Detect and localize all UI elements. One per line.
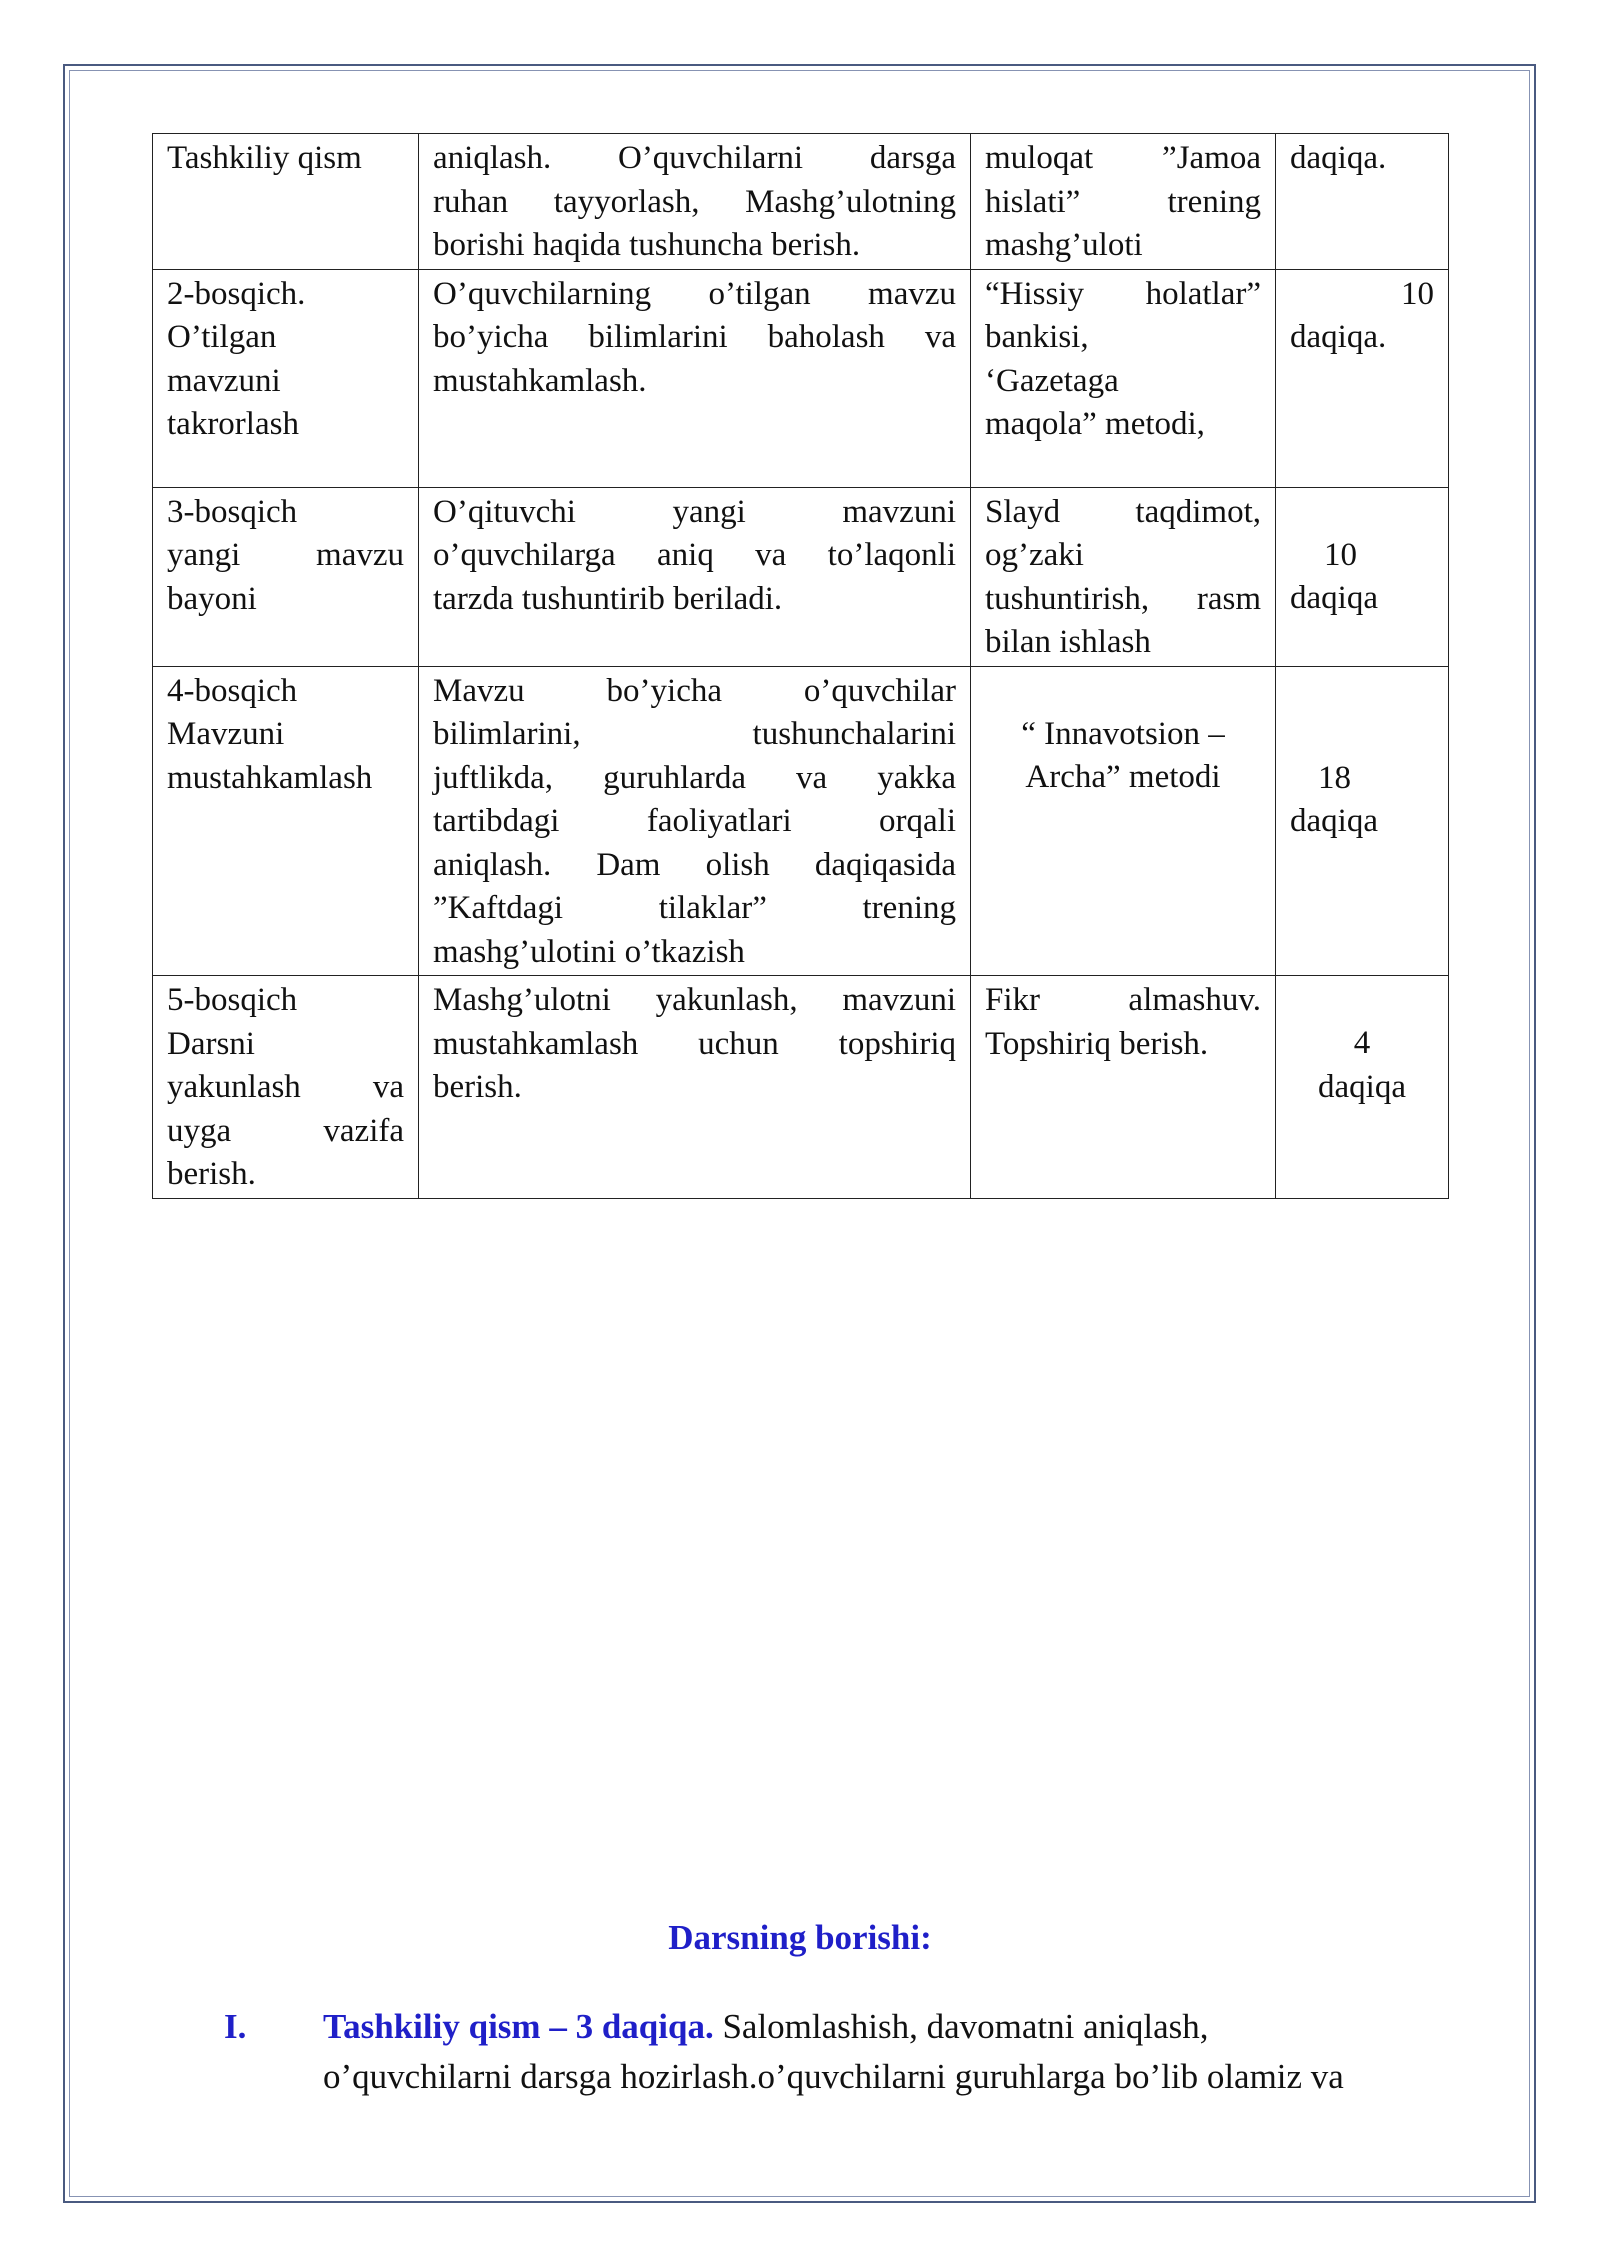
cell-text: borishi haqida tushuncha berish. <box>433 227 861 263</box>
cell-text: maqola” metodi, <box>985 406 1205 442</box>
cell-text: yangi mavzu <box>167 537 404 573</box>
time-cell <box>1276 666 1449 976</box>
method-cell <box>971 269 1276 487</box>
cell-text: 18 <box>1318 759 1351 796</box>
cell-text: Mashg’ulotni yakunlash, mavzuni <box>433 982 956 1018</box>
list-item-line <box>323 2002 1473 2052</box>
cell-text: daqiqa <box>1290 803 1378 839</box>
cell-text: yakunlash va <box>167 1069 404 1105</box>
cell-text: Mavzu bo’yicha o’quvchilar <box>433 672 956 709</box>
cell-text: mustahkamlash uchun topshiriq <box>433 1025 956 1062</box>
cell-text: juftlikda, guruhlarda va yakka <box>433 759 956 796</box>
table-row <box>153 134 1449 270</box>
stage-cell <box>153 666 419 976</box>
cell-text: muloqat ”Jamoa <box>985 140 1261 176</box>
time-cell <box>1276 487 1449 666</box>
list-item-text: Salomlashish, davomatni aniqlash, <box>713 2007 1209 2046</box>
cell-text: berish. <box>433 1069 522 1105</box>
method-cell <box>971 487 1276 666</box>
list-item-line: o’quvchilarni darsga hozirlash.o’quvchilarni guruhlarga bo’lib olamiz va <box>323 2057 1344 2096</box>
cell-text: bilimlarini, tushunchalarini <box>433 716 956 752</box>
cell-text: daqiqa <box>1290 580 1378 616</box>
cell-text: 5-bosqich <box>167 982 298 1018</box>
cell-text: bayoni <box>167 580 257 617</box>
cell-text: bankisi, <box>985 319 1089 355</box>
cell-text: mashg’ulotini o’tkazish <box>433 933 745 970</box>
cell-text: O’quvchilarning o’tilgan mavzu <box>433 275 956 312</box>
stage-cell <box>153 134 419 270</box>
method-cell <box>971 976 1276 1199</box>
cell-text: daqiqa <box>1318 1068 1406 1105</box>
content-cell <box>419 487 971 666</box>
cell-text: bilan ishlash <box>985 624 1151 660</box>
list-item-heading: Tashkiliy qism – 3 daqiqa. <box>323 2007 714 2046</box>
cell-text: “Hissiy holatlar” <box>985 275 1261 312</box>
cell-text: Mavzuni <box>167 716 285 752</box>
lesson-plan-table <box>152 133 1449 1199</box>
cell-text: 3-bosqich <box>167 493 298 530</box>
cell-text: 4-bosqich <box>167 672 298 709</box>
cell-text: takrorlash <box>167 406 299 442</box>
cell-text: Slayd taqdimot, <box>985 493 1261 530</box>
section-title: Darsning borishi: <box>668 1918 932 1957</box>
table-row <box>153 666 1449 976</box>
cell-text: 4 <box>1353 1025 1371 1061</box>
cell-text: Darsni <box>167 1025 255 1062</box>
cell-text: tushuntirish, rasm <box>985 580 1261 617</box>
cell-text: mavzuni <box>167 362 281 399</box>
time-cell <box>1276 269 1449 487</box>
cell-text: ”Kaftdagi tilaklar” trening <box>433 890 956 926</box>
content-cell <box>419 666 971 976</box>
cell-text: Topshiriq berish. <box>985 1025 1209 1062</box>
cell-text: o’quvchilarga aniq va to’laqonli <box>433 537 956 573</box>
cell-text: “ Innavotsion – <box>1021 715 1225 752</box>
cell-text: 10 <box>1401 275 1434 312</box>
cell-text: tarzda tushuntirib beriladi. <box>433 580 783 617</box>
cell-text: uyga vazifa <box>167 1112 404 1149</box>
time-cell <box>1276 976 1449 1199</box>
stage-cell <box>153 976 419 1199</box>
table-row <box>153 976 1449 1199</box>
cell-text: daqiqa. <box>1290 319 1387 355</box>
cell-text: mashg’uloti <box>985 227 1143 263</box>
cell-text: mustahkamlash. <box>433 362 647 399</box>
content-cell <box>419 976 971 1199</box>
table-row <box>153 487 1449 666</box>
cell-text: mustahkamlash <box>167 759 373 796</box>
cell-text: tartibdagi faoliyatlari orqali <box>433 803 956 839</box>
stage-cell <box>153 487 419 666</box>
cell-text: berish. <box>167 1156 256 1192</box>
table-row <box>153 269 1449 487</box>
content-cell <box>419 134 971 270</box>
cell-text: Archa” metodi <box>1025 759 1221 795</box>
cell-text: bo’yicha bilimlarini baholash va <box>433 319 956 355</box>
cell-text: 2-bosqich. <box>167 275 306 312</box>
method-cell <box>971 666 1276 976</box>
cell-text: daqiqa. <box>1290 140 1387 176</box>
cell-text: hislati” trening <box>985 183 1261 220</box>
cell-text: aniqlash. Dam olish daqiqasida <box>433 846 956 883</box>
cell-text: og’zaki <box>985 537 1084 573</box>
list-number: I. <box>224 2007 247 2046</box>
cell-text: ‘Gazetaga <box>985 362 1119 399</box>
cell-text: Fikr almashuv. <box>985 982 1261 1018</box>
cell-text: Tashkiliy qism <box>167 140 362 176</box>
time-cell <box>1276 134 1449 270</box>
stage-cell <box>153 269 419 487</box>
method-cell <box>971 134 1276 270</box>
cell-text: O’qituvchi yangi mavzuni <box>433 493 956 530</box>
cell-text: 10 <box>1324 536 1357 573</box>
cell-text: O’tilgan <box>167 319 277 355</box>
list-item-body <box>323 2002 1473 2102</box>
content-cell <box>419 269 971 487</box>
cell-text: aniqlash. O’quvchilarni darsga <box>433 140 956 176</box>
cell-text: ruhan tayyorlash, Mashg’ulotning <box>433 183 956 220</box>
